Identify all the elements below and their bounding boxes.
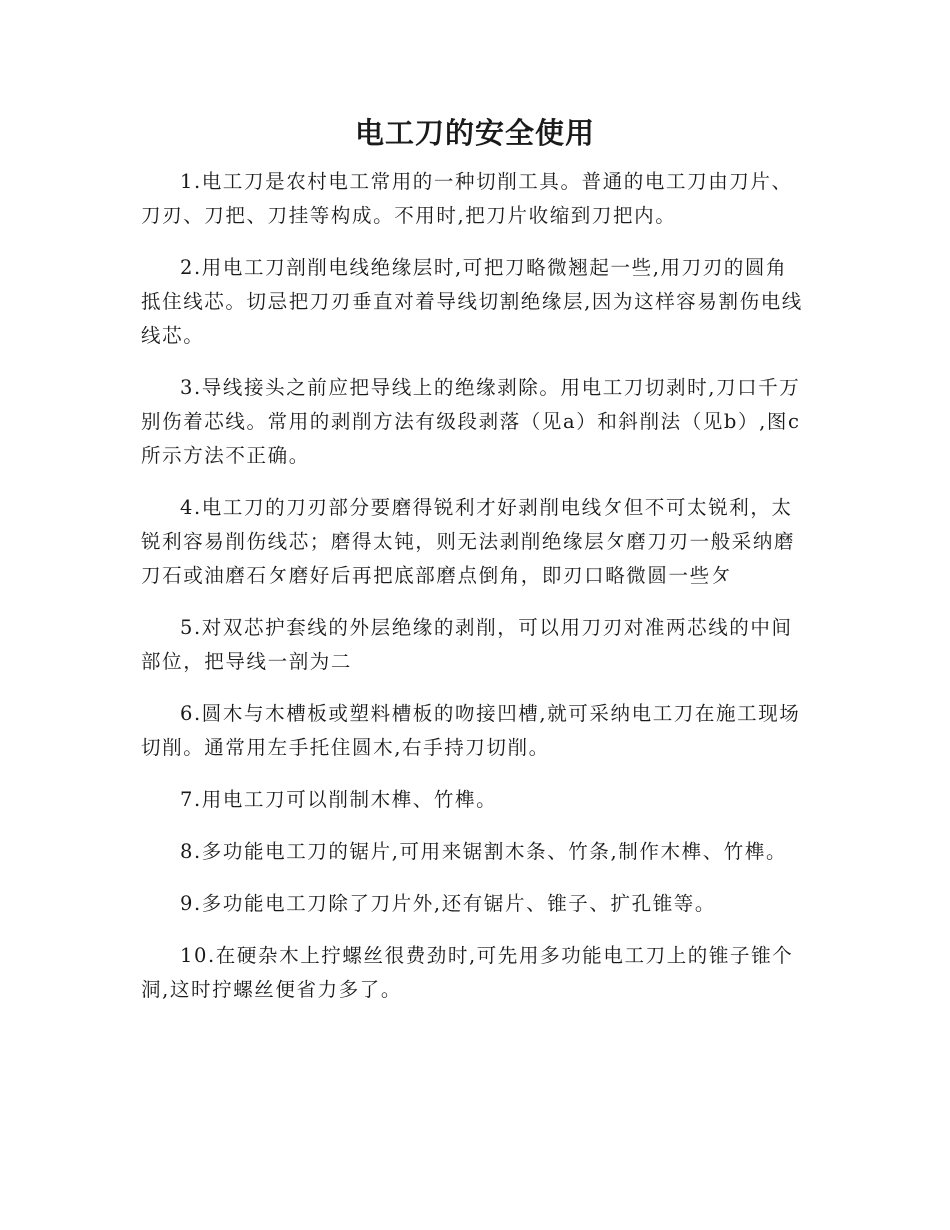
page-title: 电工刀的安全使用 (354, 116, 595, 150)
paragraph-1: 1.电工刀是农村电工常用的一种切削工具。普通的电工刀由刀片、刀刃、刀把、刀挂等构成。不用时,把刀片收缩到刀把内。 (141, 170, 793, 227)
paragraph-3: 3.导线接头之前应把导线上的绝缘剥除。用电工刀切剥时,刀口千万别伤着芯线。常用的剥削方法有级段剥落（见a）和斜削法（见b）,图c所示方法不正确。 (141, 376, 801, 467)
paragraph-5: 5.对双芯护套线的外层绝缘的剥削，可以用刀刃对准两芯线的中间部位，把导线一剖为二 (141, 616, 793, 673)
document-body (141, 165, 805, 1025)
paragraph-4: 4.电工刀的刀刃部分要磨得锐利才好剥削电线〩但不可太锐利，太锐利容易削伤线芯；磨得太钝，则无法剥削绝缘层〩磨刀刃一般采纳磨刀石或油磨石〩磨好后再把底部磨点倒角，即刃口略微圆一些〩 (141, 496, 796, 587)
paragraph-9: 9.多功能电工刀除了刀片外,还有锯片、锥子、扩孔锥等。 (180, 892, 717, 915)
paragraph-6: 6.圆木与木槽板或塑料槽板的吻接凹槽,就可采纳电工刀在施工现场切削。通常用左手托住圆木,右手持刀切削。 (141, 702, 801, 759)
paragraph-7: 7.用电工刀可以削制木榫、竹榫。 (180, 788, 498, 811)
paragraph-10: 10.在硬杂木上拧螺丝很费劲时,可先用多功能电工刀上的锥子锥个洞,这时拧螺丝便省力多了。 (141, 944, 794, 1001)
paragraph-8: 8.多功能电工刀的锯片,可用来锯割木条、竹条,制作木榫、竹榫。 (180, 840, 788, 863)
paragraph-2: 2.用电工刀剖削电线绝缘层时,可把刀略微翘起一些,用刀刃的圆角抵住线芯。切忌把刀刃垂直对着导线切割绝缘层,因为这样容易割伤电线线芯。 (141, 256, 803, 347)
